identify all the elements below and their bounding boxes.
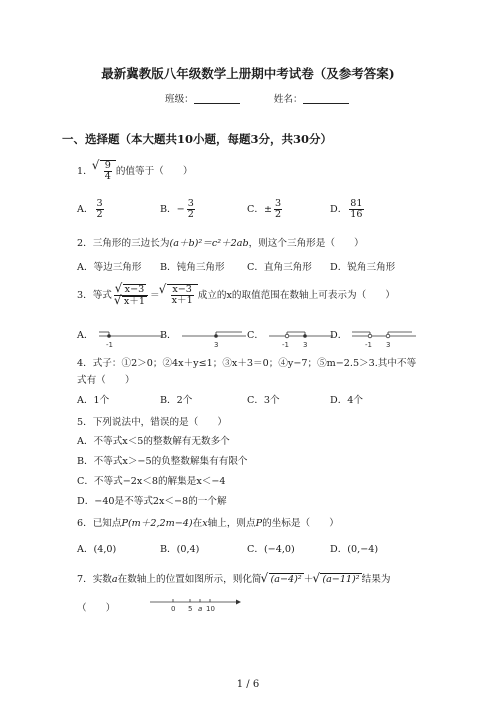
q1-option-c[interactable]: C．± $\frac{3}{2}$ [247,198,282,221]
q1-number: 1． [77,166,93,178]
q7-number-line [148,596,243,618]
q6-option-c[interactable]: C．(−4,0) [247,544,295,555]
q2-option-c[interactable]: C．直角三角形 [247,262,312,273]
q4-option-d[interactable]: D．4个 [330,395,363,406]
number-line-d [350,328,420,350]
question-4-cont: 式有（ ） [77,375,135,386]
q1-option-d[interactable]: D． $\frac{81}{16}$ [330,198,363,221]
q6-option-a[interactable]: A．(4,0) [77,544,117,555]
number-line-c [267,328,337,350]
q7-answer-paren[interactable]: （ ） [77,603,116,614]
q3-option-b[interactable]: B． 3 [160,327,250,350]
svg-text:-1: -1 [365,341,373,349]
svg-text:3: 3 [213,341,219,349]
q3-left-frac: √ x−3 √ x＋1 [114,284,148,307]
number-line-a [97,328,167,350]
q5-option-b[interactable]: B．不等式x＞−5的负整数解集有有限个 [77,456,248,467]
q3-option-c[interactable]: C． -1 3 [247,327,337,350]
q1-sqrt: √ $\frac{9}{4}$ [100,160,116,182]
question-2: 2．三角形的三边长为(a＋b)²＝c²＋2ab，则这个三角形是（ ） [77,238,364,249]
svg-text:10: 10 [206,605,215,613]
q1-text: 的值等于（ ） [115,166,193,178]
student-info [165,91,383,105]
q4-option-a[interactable]: A．1个 [77,395,110,406]
number-line-b [180,328,250,350]
q7-sqrt-1: √ (a−4)² [269,573,304,585]
question-1 [77,160,193,182]
q5-option-c[interactable]: C．不等式−2x＜8的解集是x＜−4 [77,476,226,487]
question-3: 3．等式 √ x−3 √ x＋1 ＝ √ $\frac{x-3}{x+1}$ 成立的x的取值范围在数轴上可表示为（ ） [77,284,395,307]
q2-option-d[interactable]: D．锐角三角形 [330,262,396,273]
q2-option-b[interactable]: B．钝角三角形 [160,262,225,273]
q4-option-b[interactable]: B．2个 [160,395,193,406]
svg-text:0: 0 [171,605,176,613]
q1-option-a[interactable]: A． $\frac{3}{2}$ [77,198,103,221]
q4-option-c[interactable]: C．3个 [247,395,280,406]
svg-text:3: 3 [386,341,391,349]
question-4: 4．式子：①2＞0；②4x＋y≤1；③x＋3＝0；④y−7；⑤m−2.5＞3.其中不等 [77,358,417,369]
name-blank[interactable] [303,93,349,104]
class-label: 班级： [165,94,194,105]
page-number: 1 / 6 [236,679,260,690]
q3-right-sqrt: √ $\frac{x-3}{x+1}$ [167,284,198,306]
q3-option-d[interactable]: D． -1 3 [330,327,420,350]
q6-point: P(m＋2,2m−4) [121,518,193,529]
svg-text:5: 5 [188,605,193,613]
q6-option-b[interactable]: B．(0,4) [160,544,200,555]
q5-option-a[interactable]: A．不等式x＜5的整数解有无数多个 [77,436,230,447]
svg-text:a: a [198,605,203,613]
svg-text:3: 3 [303,341,308,349]
section-heading: 一、选择题（本大题共10小题，每题3分，共30分） [62,132,333,146]
q5-option-d[interactable]: D．−40是不等式2x＜−8的一个解 [77,496,227,507]
q2-expression: (a＋b)²＝c²＋2ab [169,238,249,249]
name-label: 姓名： [273,94,303,105]
question-5: 5．下列说法中，错误的是（ ） [77,417,228,428]
class-blank[interactable] [194,93,240,104]
q6-option-d[interactable]: D．(0,−4) [330,544,379,555]
q7-sqrt-2: √ (a−11)² [320,573,361,585]
page-title: 最新冀教版八年级数学上册期中考试卷（及参考答案) [101,66,395,81]
svg-text:-1: -1 [282,341,289,349]
svg-text:-1: -1 [105,341,113,349]
q2-option-a[interactable]: A．等边三角形 [77,262,142,273]
q3-option-a[interactable]: A． -1 [77,327,167,350]
question-7: 7．实数a在数轴上的位置如图所示，则化简√ (a−4)² ＋√ (a−11)² 结果为 [77,571,390,585]
question-6: 6．已知点P(m＋2,2m−4)在x轴上，则点P的坐标是（ ） [77,518,339,529]
q1-option-b[interactable]: B．− $\frac{3}{2}$ [160,198,194,221]
